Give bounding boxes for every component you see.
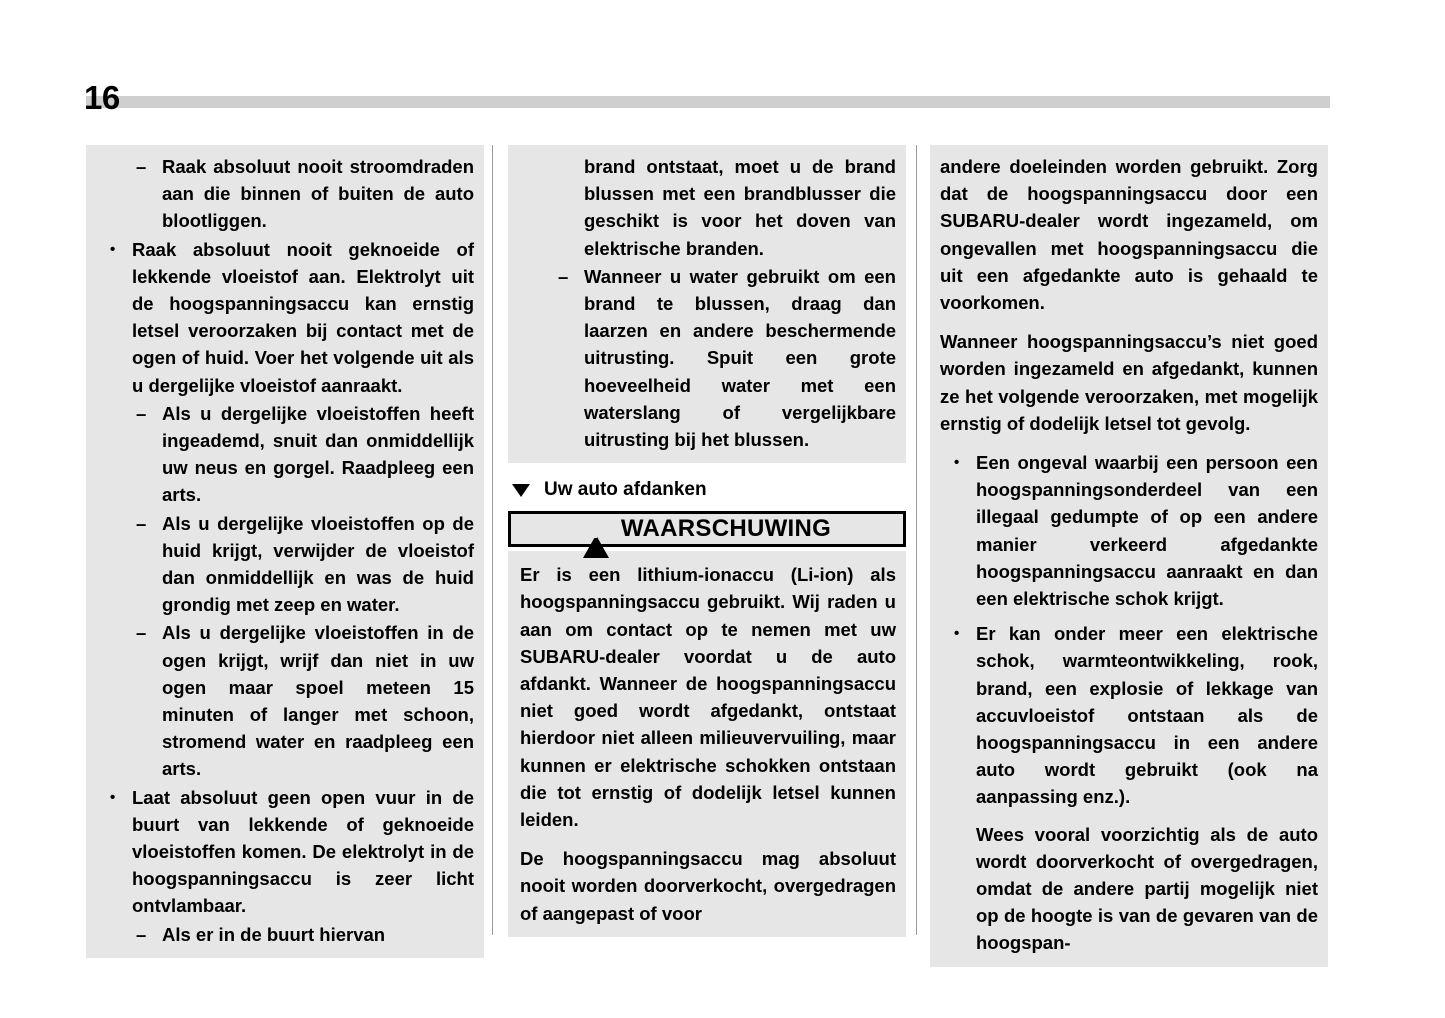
warning-paragraph: De hoogspanningsaccu mag absoluut nooit worden doorverkocht, overgedragen of aangepast of voor [520, 848, 896, 924]
list-item-text: Raak absoluut nooit stroomdraden aan die binnen of buiten de auto blootliggen. [162, 156, 474, 232]
triangle-down-icon [512, 484, 530, 497]
list-item [518, 153, 896, 262]
list-item [96, 619, 474, 782]
warning-box-body [508, 551, 906, 937]
warning-box-title: WAARSCHUWING [620, 515, 832, 543]
dash-bullet-icon: – [136, 512, 147, 534]
section-heading [508, 479, 906, 501]
dash-bullet-icon: – [136, 402, 147, 424]
paragraph: Wees vooral voorzichtig als de auto wordt doorverkocht of overgedragen, omdat de andere partij mogelijk niet op de hoogte is van de gevaren van de hoogspan- [976, 823, 1318, 954]
list-item [518, 263, 896, 453]
paragraph: Wanneer hoogspanningsaccu’s niet goed worden ingezameld en afgedankt, kunnen ze het volgende veroorzaken, met mogelijk ernstig of dodelijk letsel tot gevolg. [940, 331, 1318, 434]
column-divider-2 [916, 145, 917, 935]
paragraph: andere doeleinden worden gebruikt. Zorg dat de hoogspanningsaccu door een SUBARU-dealer wordt ingezameld, om ongevallen met hoogspanningsaccu die uit een afgedankte auto is gehaald te voorkomen. [940, 156, 1318, 314]
warning-continuation-block-1 [86, 145, 484, 958]
round-bullet-icon: • [954, 454, 960, 472]
list-item [96, 510, 474, 619]
section-heading-label: Uw auto afdanken [544, 479, 707, 501]
list-item-text: brand ontstaat, moet u de brand blussen met een brandblusser die geschikt is voor het doven van elektrische branden. [584, 156, 896, 259]
list-item-text: Raak absoluut nooit geknoeide of lekkende vloeistof aan. Elektrolyt uit de hoogspanningsaccu kan ernstig letsel veroorzaken bij contact met de ogen of huid. Voer het volgende uit als u dergelijke vloeistof aanraakt. [132, 238, 474, 396]
list-item-text: Als er in de buurt hiervan [162, 923, 386, 945]
round-bullet-icon: • [954, 625, 960, 643]
list-item-text: Er kan onder meer een elektrische schok, warmteontwikkeling, rook, brand, een explosie of lekkage van accuvloeistof ontstaan als de hoogspanningsaccu in een andere auto wordt gebruikt (ook na aanpassing enz.). [976, 623, 1318, 808]
warning-box-header [508, 511, 906, 547]
round-bullet-icon: • [110, 240, 116, 258]
content-columns [0, 145, 1445, 954]
dash-bullet-icon: – [136, 156, 147, 177]
list-item [96, 784, 474, 920]
list-item-text: Laat absoluut geen open vuur in de buurt van lekkende of geknoeide vloeistoffen komen. De elektrolyt in de hoogspanningsaccu is zeer licht ontvlambaar. [132, 786, 474, 917]
list-item-text: Een ongeval waarbij een persoon een hoogspanningsonderdeel van een illegaal gedumpte of op een andere manier verkeerd afgedankte hoogspanningsaccu aanraakt en dan een elektrische schok krijgt. [976, 452, 1318, 610]
column-1 [86, 145, 484, 945]
list-item-text: Wanneer u water gebruikt om een brand te blussen, draag dan laarzen en andere beschermende uitrusting. Spuit een grote hoeveelheid water met een waterslang of vergelijkbare uitrusting bij het blussen. [584, 265, 896, 451]
list-item [940, 449, 1318, 612]
warning-triangle-icon [583, 518, 609, 541]
warning-paragraph: Er is een lithium-ionaccu (Li-ion) als hoogspanningsaccu gebruikt. Wij raden u aan om contact op te nemen met uw SUBARU-dealer voordat u de auto afdankt. Wanneer de hoogspanningsaccu niet goed wordt afgedankt, ontstaat hierdoor niet alleen milieuvervuiling, maar kunnen er elektrische schokken ontstaan die tot ernstig of dodelijk letsel kunnen leiden. [520, 564, 896, 831]
header-rule [86, 96, 1330, 108]
warning-continuation-block-2 [508, 145, 906, 463]
dash-bullet-icon: – [136, 622, 147, 644]
list-item-text: Als u dergelijke vloeistoffen heeft ingeademd, snuit dan onmiddellijk uw neus en gorgel. Raadpleeg een arts. [162, 402, 474, 506]
column-divider-1 [492, 145, 493, 935]
round-bullet-icon: • [110, 788, 116, 806]
list-item [96, 921, 474, 948]
list-item [96, 236, 474, 399]
column-3 [930, 145, 1328, 954]
list-item-text: Als u dergelijke vloeistoffen in de ogen krijgt, wrijf dan niet in uw ogen maar spoel meteen 15 minuten of langer met schoon, stromend water en raadpleeg een arts. [162, 622, 474, 780]
dash-bullet-icon: – [136, 923, 147, 945]
page-number: 16 [84, 79, 120, 116]
list-item [96, 400, 474, 509]
dash-bullet-icon: – [558, 265, 569, 287]
list-item-text: Als u dergelijke vloeistoffen op de huid krijgt, verwijder de vloeistof dan onmiddellijk en was de huid grondig met zeep en water. [162, 512, 474, 616]
list-item [940, 620, 1318, 810]
warning-continuation-block-3 [930, 145, 1328, 967]
page-header [0, 79, 1445, 122]
list-item [96, 153, 474, 235]
column-2 [508, 145, 906, 925]
